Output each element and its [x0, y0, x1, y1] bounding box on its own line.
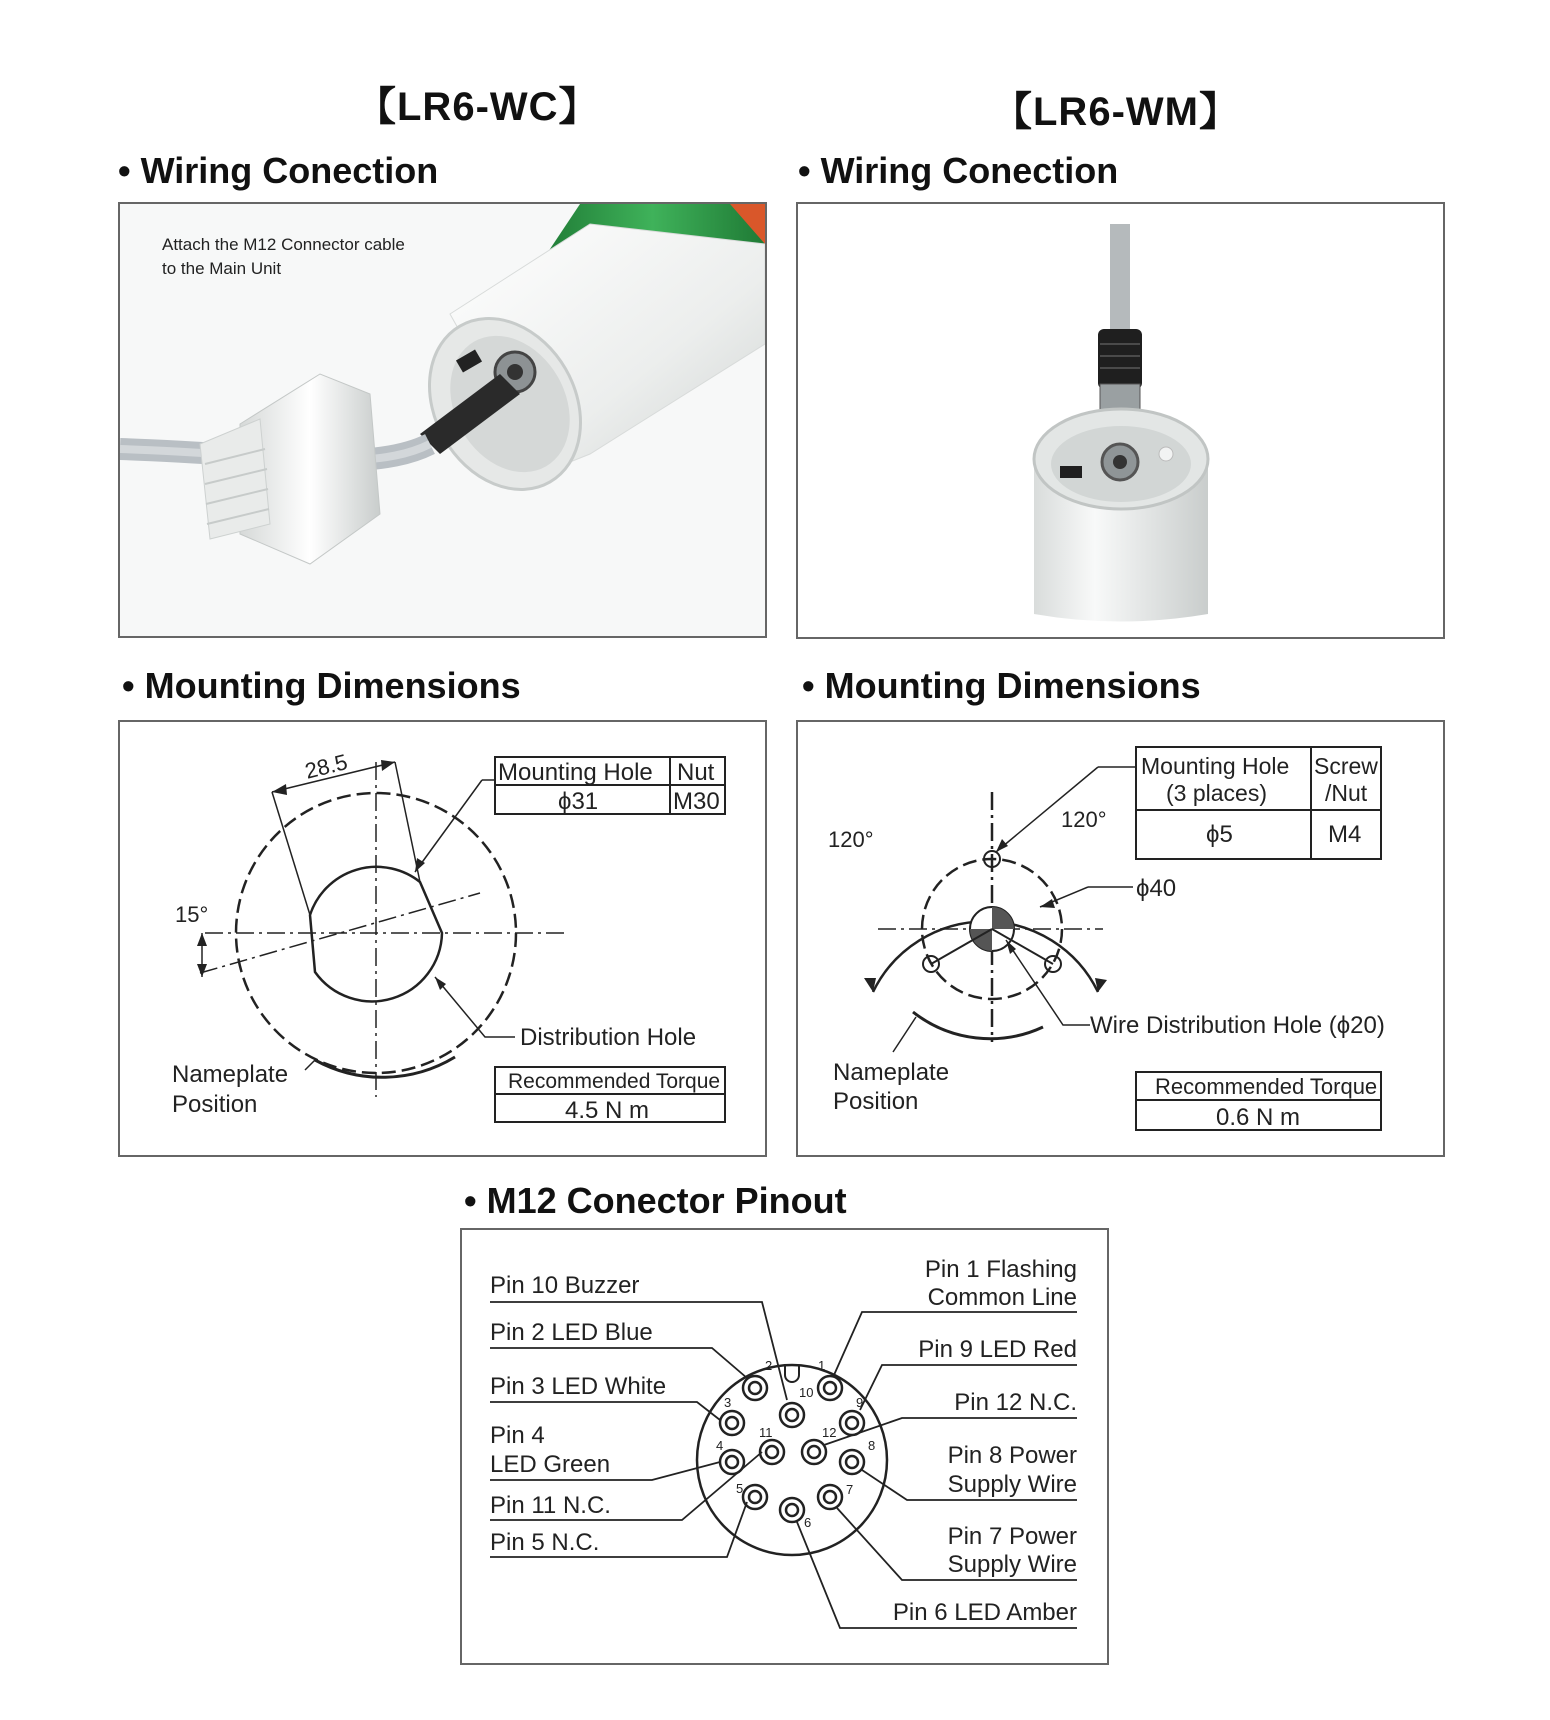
pin-num-9: 9 — [856, 1395, 864, 1410]
label-pin4-line2: LED Green — [490, 1451, 611, 1478]
section-wiring-wm: • Wiring Conection — [798, 150, 1119, 191]
model-title-lr6-wm: 【LR6-WM】 — [992, 90, 1240, 134]
section-wiring-wc: • Wiring Conection — [118, 150, 439, 191]
pin-num-6: 6 — [804, 1515, 812, 1530]
label-pin6: Pin 6 LED Amber — [892, 1599, 1077, 1626]
model-title-lr6-wc: 【LR6-WC】 — [356, 85, 600, 129]
table-screw: Screw — [1314, 753, 1378, 779]
angle-120-left: 120° — [828, 827, 874, 852]
label-phi40: ϕ40 — [1136, 875, 1177, 902]
torque-label-wc: Recommended Torque — [508, 1070, 721, 1093]
pin-num-8: 8 — [868, 1438, 876, 1453]
pin-num-4: 4 — [716, 1438, 724, 1453]
label-pin8-line2: Supply Wire — [947, 1471, 1077, 1498]
table-3-places: (3 places) — [1166, 780, 1267, 806]
label-pin4-line1: Pin 4 — [490, 1422, 545, 1449]
pin-num-2: 2 — [765, 1358, 773, 1373]
section-mounting-wc: • Mounting Dimensions — [122, 665, 521, 706]
wiring-photo-wm — [796, 202, 1445, 639]
torque-value-wm: 0.6 N m — [1216, 1104, 1301, 1131]
torque-value-wc: 4.5 N m — [565, 1097, 650, 1124]
label-pin3: Pin 3 LED White — [490, 1373, 667, 1400]
label-pin2: Pin 2 LED Blue — [490, 1319, 653, 1346]
pin-num-11: 11 — [759, 1425, 773, 1440]
cable-vertical — [1110, 224, 1130, 334]
label-pin8-line1: Pin 8 Power — [947, 1442, 1077, 1469]
pin-num-5: 5 — [736, 1481, 744, 1496]
section-pinout: • M12 Conector Pinout — [464, 1180, 847, 1221]
mounting-diagram-wm — [796, 720, 1445, 1157]
table-nut: Nut — [677, 759, 715, 786]
label-pin11: Pin 11 N.C. — [490, 1492, 611, 1519]
label-pin5: Pin 5 N.C. — [490, 1529, 600, 1556]
angle-120-right: 120° — [1061, 807, 1107, 832]
label-nameplate-1: Nameplate — [833, 1059, 950, 1086]
label-pin7-line2: Supply Wire — [947, 1551, 1077, 1578]
label-pin9: Pin 9 LED Red — [918, 1336, 1077, 1363]
wiring-photo-wc — [118, 202, 767, 638]
label-nameplate-2: Position — [833, 1088, 919, 1115]
table-m30: M30 — [673, 788, 720, 815]
pin-num-3: 3 — [724, 1395, 732, 1410]
label-wire-distribution-hole: Wire Distribution Hole (ϕ20) — [1090, 1012, 1385, 1039]
pin-num-12: 12 — [822, 1425, 837, 1440]
mounting-diagram-wc — [118, 720, 767, 1157]
table-mounting-hole: Mounting Hole — [498, 759, 653, 786]
table-nut: /Nut — [1325, 780, 1368, 806]
dim-28-5: 28.5 — [302, 749, 350, 784]
table-phi5: ϕ5 — [1206, 821, 1233, 848]
pin-num-10: 10 — [799, 1385, 814, 1400]
label-pin12: Pin 12 N.C. — [954, 1389, 1077, 1416]
pin-num-7: 7 — [846, 1482, 854, 1497]
label-pin1-line1: Pin 1 Flashing — [924, 1256, 1077, 1283]
label-pin7-line1: Pin 7 Power — [947, 1523, 1077, 1550]
table-m4: M4 — [1328, 821, 1362, 848]
wiring-caption-line1: Attach the M12 Connector cable — [162, 235, 405, 254]
connector-boot — [1098, 329, 1142, 389]
wiring-caption-line2: to the Main Unit — [162, 259, 282, 278]
table-mounting-hole: Mounting Hole — [1141, 753, 1290, 779]
pin-num-1: 1 — [818, 1358, 826, 1373]
angle-15: 15° — [175, 902, 209, 927]
label-nameplate-2: Position — [172, 1091, 258, 1118]
label-pin10: Pin 10 Buzzer — [490, 1272, 640, 1299]
label-pin1-line2: Common Line — [927, 1284, 1077, 1311]
label-nameplate-1: Nameplate — [172, 1061, 289, 1088]
label-distribution-hole: Distribution Hole — [520, 1024, 697, 1051]
section-mounting-wm: • Mounting Dimensions — [802, 665, 1201, 706]
torque-label-wm: Recommended Torque — [1155, 1074, 1378, 1099]
table-phi31: ϕ31 — [558, 788, 599, 815]
m12-pinout-diagram — [460, 1228, 1109, 1665]
